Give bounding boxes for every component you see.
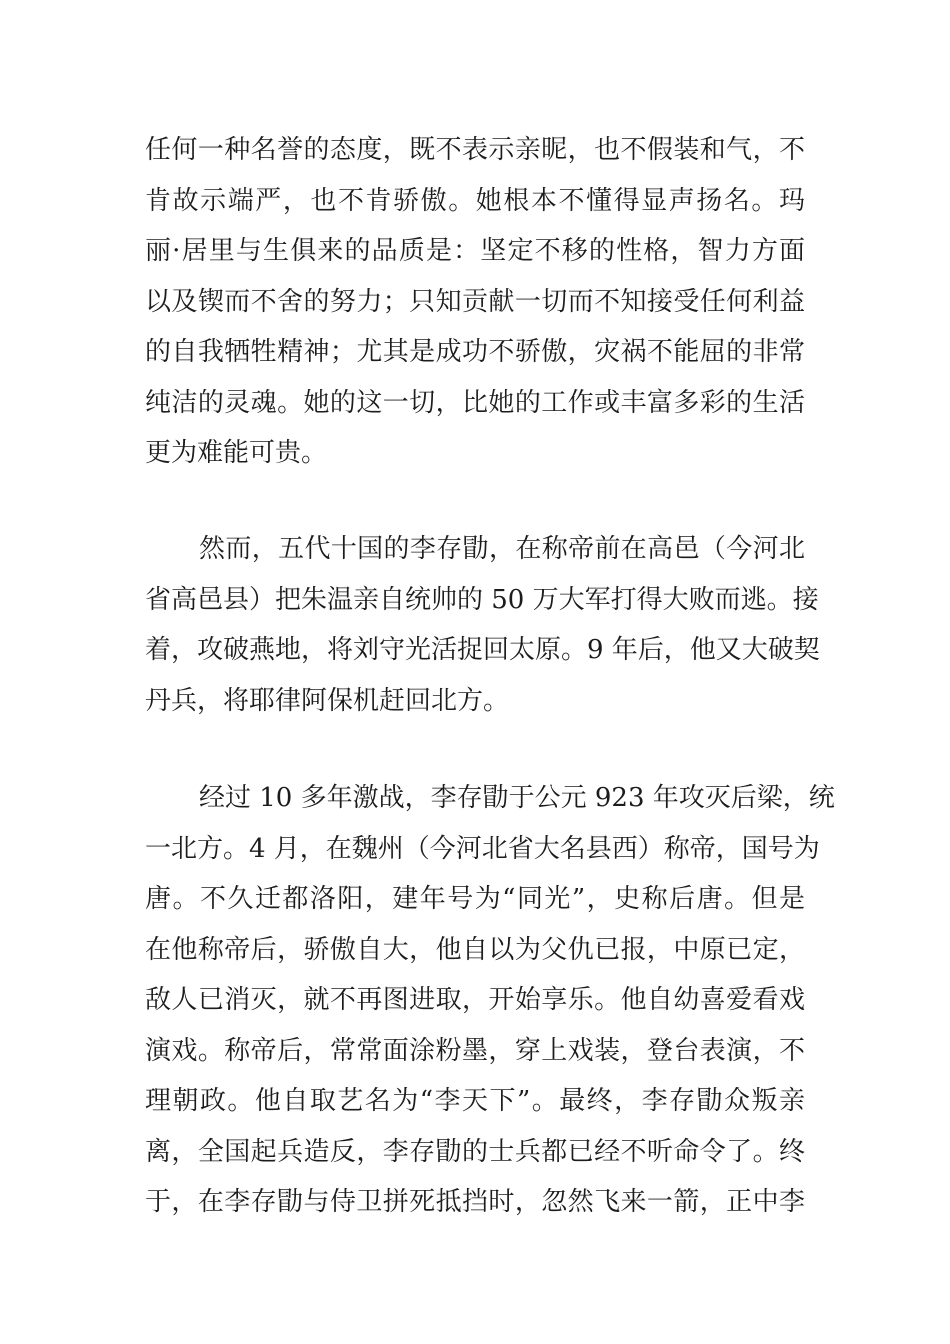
text-line: 于，在李存勖与侍卫拼死抵挡时，忽然飞来一箭，正中李 [145, 1187, 805, 1217]
text-line: 丹兵，将耶律阿保机赶回北方。 [145, 685, 510, 716]
text-line: 离，全国起兵造反，李存勖的士兵都已经不听命令了。终 [145, 1136, 805, 1167]
text-line: 的自我牺牲精神；尤其是成功不骄傲，灾祸不能屈的非常 [145, 337, 805, 367]
text-line: 以及锲而不舍的努力；只知贡献一切而不知接受任何利益 [145, 286, 805, 317]
text-line: 理朝政。他自取艺名为“李天下”。最终，李存勖众叛亲 [145, 1086, 805, 1116]
text-line: 然而，五代十国的李存勖，在称帝前在高邑（今河北 [199, 534, 805, 564]
text-line: 着，攻破燕地，将刘守光活捉回太原。9 年后，他又大破契 [145, 635, 820, 665]
text-line: 更为难能可贵。 [145, 438, 328, 468]
paragraph-marie-curie [145, 125, 805, 479]
paragraph-li-cunxu-victories [145, 524, 820, 726]
text-line: 在他称帝后，骄傲自大，他自以为父仇已报，中原已定， [145, 934, 805, 965]
text-line: 省高邑县）把朱温亲自统帅的 50 万大军打得大败而逃。接 [145, 584, 819, 615]
text-line: 经过 10 多年激战，李存勖于公元 923 年攻灭后梁，统 [199, 783, 835, 813]
text-line: 肯故示端严，也不肯骄傲。她根本不懂得显声扬名。玛 [145, 185, 805, 216]
text-line: 唐。不久迁都洛阳，建年号为“同光”，史称后唐。但是 [145, 884, 805, 914]
text-line: 纯洁的灵魂。她的这一切，比她的工作或丰富多彩的生活 [145, 387, 805, 418]
text-line: 丽·居里与生俱来的品质是：坚定不移的性格，智力方面 [145, 236, 805, 266]
text-line: 一北方。4 月，在魏州（今河北省大名县西）称帝，国号为 [145, 833, 820, 864]
text-line: 任何一种名誉的态度，既不表示亲昵，也不假装和气，不 [145, 135, 805, 165]
text-line: 敌人已消灭，就不再图进取，开始享乐。他自幼喜爱看戏 [145, 985, 805, 1015]
paragraph-li-cunxu-downfall [145, 773, 835, 1228]
text-line: 演戏。称帝后，常常面涂粉墨，穿上戏装，登台表演，不 [145, 1035, 805, 1066]
